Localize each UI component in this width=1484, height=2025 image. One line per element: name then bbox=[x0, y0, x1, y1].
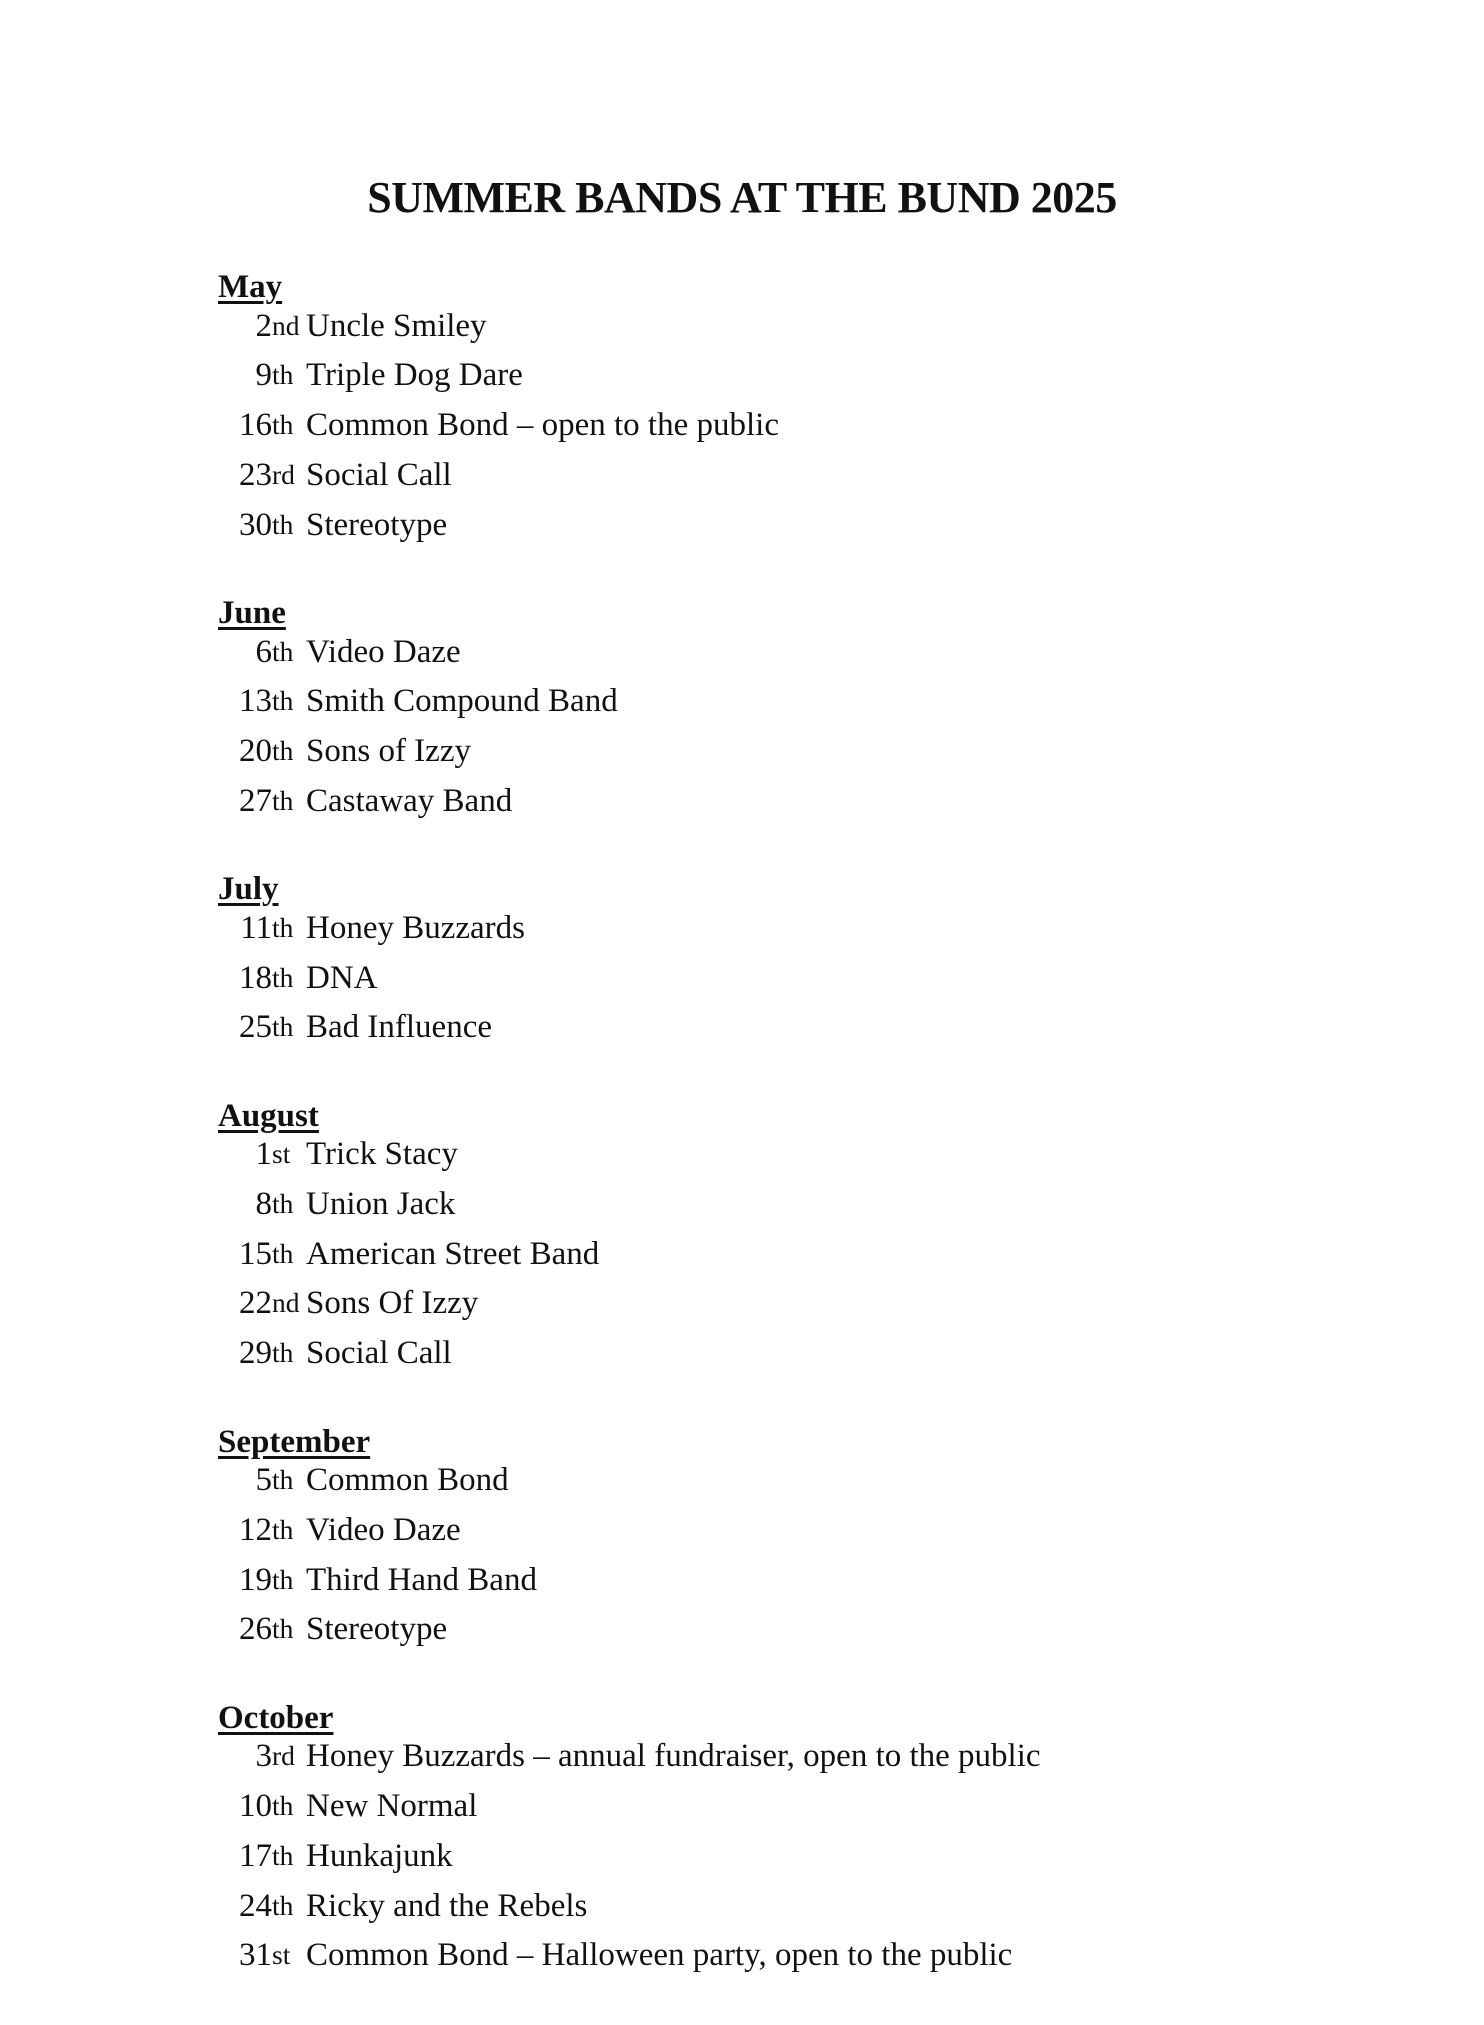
day-suffix-wrap bbox=[272, 1008, 306, 1058]
day-number: 12 bbox=[239, 1511, 272, 1548]
band-name: Video Daze bbox=[306, 1511, 461, 1548]
day-number: 31 bbox=[239, 1937, 272, 1974]
day-suffix: th bbox=[272, 1839, 294, 1871]
event-row bbox=[218, 1837, 1041, 1887]
event-day bbox=[218, 1008, 272, 1058]
event-row bbox=[218, 1284, 1041, 1334]
day-number: 6 bbox=[255, 633, 272, 670]
month-section-august bbox=[218, 1097, 1041, 1384]
event-day bbox=[218, 1561, 272, 1611]
day-number: 27 bbox=[239, 782, 272, 819]
schedule bbox=[218, 268, 1041, 2025]
day-suffix: th bbox=[272, 1889, 294, 1921]
band-name: Common Bond – open to the public bbox=[306, 407, 779, 444]
day-number: 26 bbox=[239, 1611, 272, 1648]
event-row bbox=[218, 307, 1041, 357]
month-section-may bbox=[218, 268, 1041, 555]
event-day bbox=[218, 1135, 272, 1185]
band-name: Honey Buzzards bbox=[306, 909, 526, 946]
event-row bbox=[218, 1737, 1041, 1787]
event-day bbox=[218, 732, 272, 782]
event-day bbox=[218, 633, 272, 683]
day-suffix: th bbox=[272, 508, 294, 540]
band-name: Common Bond – Halloween party, open to the public bbox=[306, 1937, 1013, 1974]
day-suffix: nd bbox=[272, 1287, 300, 1319]
band-name: Third Hand Band bbox=[306, 1561, 537, 1598]
day-number: 29 bbox=[239, 1335, 272, 1372]
event-row bbox=[218, 506, 1041, 556]
day-suffix-wrap bbox=[272, 1787, 306, 1837]
day-suffix-wrap bbox=[272, 682, 306, 732]
month-section-july bbox=[218, 870, 1041, 1058]
month-section-september bbox=[218, 1423, 1041, 1661]
day-suffix: nd bbox=[272, 309, 300, 341]
day-number: 8 bbox=[255, 1186, 272, 1223]
day-suffix: th bbox=[272, 1337, 294, 1369]
event-row bbox=[218, 356, 1041, 406]
day-number: 20 bbox=[239, 733, 272, 770]
event-day bbox=[218, 1511, 272, 1561]
day-number: 1 bbox=[255, 1136, 272, 1173]
band-name: Trick Stacy bbox=[306, 1136, 458, 1173]
month-heading: September bbox=[218, 1423, 371, 1460]
day-number: 10 bbox=[239, 1788, 272, 1825]
band-name: American Street Band bbox=[306, 1235, 600, 1272]
event-row bbox=[218, 1511, 1041, 1561]
event-day bbox=[218, 506, 272, 556]
event-row bbox=[218, 1461, 1041, 1511]
day-suffix-wrap bbox=[272, 307, 306, 357]
day-suffix: th bbox=[272, 359, 294, 391]
day-number: 15 bbox=[239, 1235, 272, 1272]
event-day bbox=[218, 1936, 272, 1986]
event-row bbox=[218, 732, 1041, 782]
event-day bbox=[218, 1185, 272, 1235]
event-row bbox=[218, 1235, 1041, 1285]
day-suffix-wrap bbox=[272, 506, 306, 556]
day-number: 22 bbox=[239, 1285, 272, 1322]
day-suffix: th bbox=[272, 1237, 294, 1269]
day-suffix-wrap bbox=[272, 633, 306, 683]
day-suffix-wrap bbox=[272, 1461, 306, 1511]
event-row bbox=[218, 1887, 1041, 1937]
day-number: 9 bbox=[255, 357, 272, 394]
day-suffix: th bbox=[272, 635, 294, 667]
event-day bbox=[218, 1334, 272, 1384]
event-day bbox=[218, 307, 272, 357]
day-suffix: th bbox=[272, 1011, 294, 1043]
event-day bbox=[218, 959, 272, 1009]
day-suffix: st bbox=[272, 1138, 291, 1170]
day-suffix-wrap bbox=[272, 1511, 306, 1561]
event-row bbox=[218, 1135, 1041, 1185]
event-row bbox=[218, 1008, 1041, 1058]
month-heading: July bbox=[218, 871, 279, 908]
day-suffix-wrap bbox=[272, 1185, 306, 1235]
day-suffix: th bbox=[272, 1563, 294, 1595]
event-row bbox=[218, 1561, 1041, 1611]
day-suffix-wrap bbox=[272, 1887, 306, 1937]
day-suffix-wrap bbox=[272, 456, 306, 506]
event-day bbox=[218, 682, 272, 732]
event-day bbox=[218, 1284, 272, 1334]
event-row bbox=[218, 682, 1041, 732]
event-row bbox=[218, 1334, 1041, 1384]
day-suffix-wrap bbox=[272, 1284, 306, 1334]
document-title: SUMMER BANDS AT THE BUND 2025 bbox=[367, 173, 1117, 222]
month-heading: August bbox=[218, 1097, 319, 1134]
day-suffix-wrap bbox=[272, 1936, 306, 1986]
event-day bbox=[218, 456, 272, 506]
day-number: 18 bbox=[239, 959, 272, 996]
band-name: Honey Buzzards – annual fundraiser, open to the public bbox=[306, 1738, 1041, 1775]
band-name: DNA bbox=[306, 959, 378, 996]
event-day bbox=[218, 1737, 272, 1787]
band-name: Bad Influence bbox=[306, 1009, 492, 1046]
day-suffix: rd bbox=[272, 1740, 295, 1772]
day-suffix-wrap bbox=[272, 1837, 306, 1887]
band-name: Union Jack bbox=[306, 1186, 456, 1223]
band-name: Stereotype bbox=[306, 1611, 448, 1648]
band-name: Stereotype bbox=[306, 506, 448, 543]
event-day bbox=[218, 1610, 272, 1660]
month-section-october bbox=[218, 1699, 1041, 1986]
day-suffix-wrap bbox=[272, 1334, 306, 1384]
event-row bbox=[218, 782, 1041, 832]
day-suffix-wrap bbox=[272, 1737, 306, 1787]
event-row bbox=[218, 406, 1041, 456]
event-row bbox=[218, 633, 1041, 683]
event-day bbox=[218, 406, 272, 456]
day-suffix: th bbox=[272, 735, 294, 767]
band-name: Hunkajunk bbox=[306, 1837, 453, 1874]
band-name: Sons Of Izzy bbox=[306, 1285, 479, 1322]
band-name: Ricky and the Rebels bbox=[306, 1887, 588, 1924]
event-day bbox=[218, 782, 272, 832]
event-day bbox=[218, 1887, 272, 1937]
day-suffix-wrap bbox=[272, 356, 306, 406]
band-name: Triple Dog Dare bbox=[306, 357, 523, 394]
day-number: 3 bbox=[255, 1738, 272, 1775]
day-suffix: rd bbox=[272, 458, 295, 490]
day-number: 5 bbox=[255, 1462, 272, 1499]
band-name: Sons of Izzy bbox=[306, 733, 471, 770]
day-number: 11 bbox=[240, 909, 272, 946]
day-number: 16 bbox=[239, 407, 272, 444]
day-number: 19 bbox=[239, 1561, 272, 1598]
event-row bbox=[218, 959, 1041, 1009]
day-number: 25 bbox=[239, 1009, 272, 1046]
event-day bbox=[218, 909, 272, 959]
day-suffix: th bbox=[272, 1613, 294, 1645]
month-heading: June bbox=[218, 594, 286, 631]
event-day bbox=[218, 1461, 272, 1511]
day-suffix-wrap bbox=[272, 1235, 306, 1285]
day-suffix-wrap bbox=[272, 1561, 306, 1611]
band-name: Common Bond bbox=[306, 1462, 509, 1499]
event-row bbox=[218, 1787, 1041, 1837]
day-number: 24 bbox=[239, 1887, 272, 1924]
day-number: 13 bbox=[239, 683, 272, 720]
day-suffix-wrap bbox=[272, 1135, 306, 1185]
day-suffix: th bbox=[272, 409, 294, 441]
day-suffix: th bbox=[272, 784, 294, 816]
band-name: Social Call bbox=[306, 456, 452, 493]
band-name: New Normal bbox=[306, 1788, 478, 1825]
day-suffix: th bbox=[272, 685, 294, 717]
day-suffix: th bbox=[272, 1464, 294, 1496]
month-heading: May bbox=[218, 269, 283, 305]
event-day bbox=[218, 1837, 272, 1887]
band-name: Video Daze bbox=[306, 633, 461, 670]
band-name: Uncle Smiley bbox=[306, 307, 487, 344]
day-suffix-wrap bbox=[272, 909, 306, 959]
day-suffix: th bbox=[272, 911, 294, 943]
event-row bbox=[218, 1185, 1041, 1235]
event-day bbox=[218, 1235, 272, 1285]
event-row bbox=[218, 1936, 1041, 1986]
event-row bbox=[218, 1610, 1041, 1660]
day-suffix-wrap bbox=[272, 732, 306, 782]
day-number: 2 bbox=[255, 307, 272, 344]
day-suffix: th bbox=[272, 961, 294, 993]
day-suffix: th bbox=[272, 1188, 294, 1220]
band-name: Smith Compound Band bbox=[306, 683, 618, 720]
band-name: Castaway Band bbox=[306, 782, 513, 819]
day-suffix-wrap bbox=[272, 782, 306, 832]
day-suffix-wrap bbox=[272, 959, 306, 1009]
event-day bbox=[218, 356, 272, 406]
day-suffix: th bbox=[272, 1790, 294, 1822]
day-suffix: th bbox=[272, 1513, 294, 1545]
day-suffix-wrap bbox=[272, 406, 306, 456]
band-name: Social Call bbox=[306, 1335, 452, 1372]
day-suffix: st bbox=[272, 1939, 291, 1971]
event-day bbox=[218, 1787, 272, 1837]
day-number: 23 bbox=[239, 456, 272, 493]
event-row bbox=[218, 456, 1041, 506]
day-number: 30 bbox=[239, 506, 272, 543]
month-section-june bbox=[218, 594, 1041, 832]
month-heading: October bbox=[218, 1699, 334, 1736]
day-suffix-wrap bbox=[272, 1610, 306, 1660]
day-number: 17 bbox=[239, 1837, 272, 1874]
event-row bbox=[218, 909, 1041, 959]
